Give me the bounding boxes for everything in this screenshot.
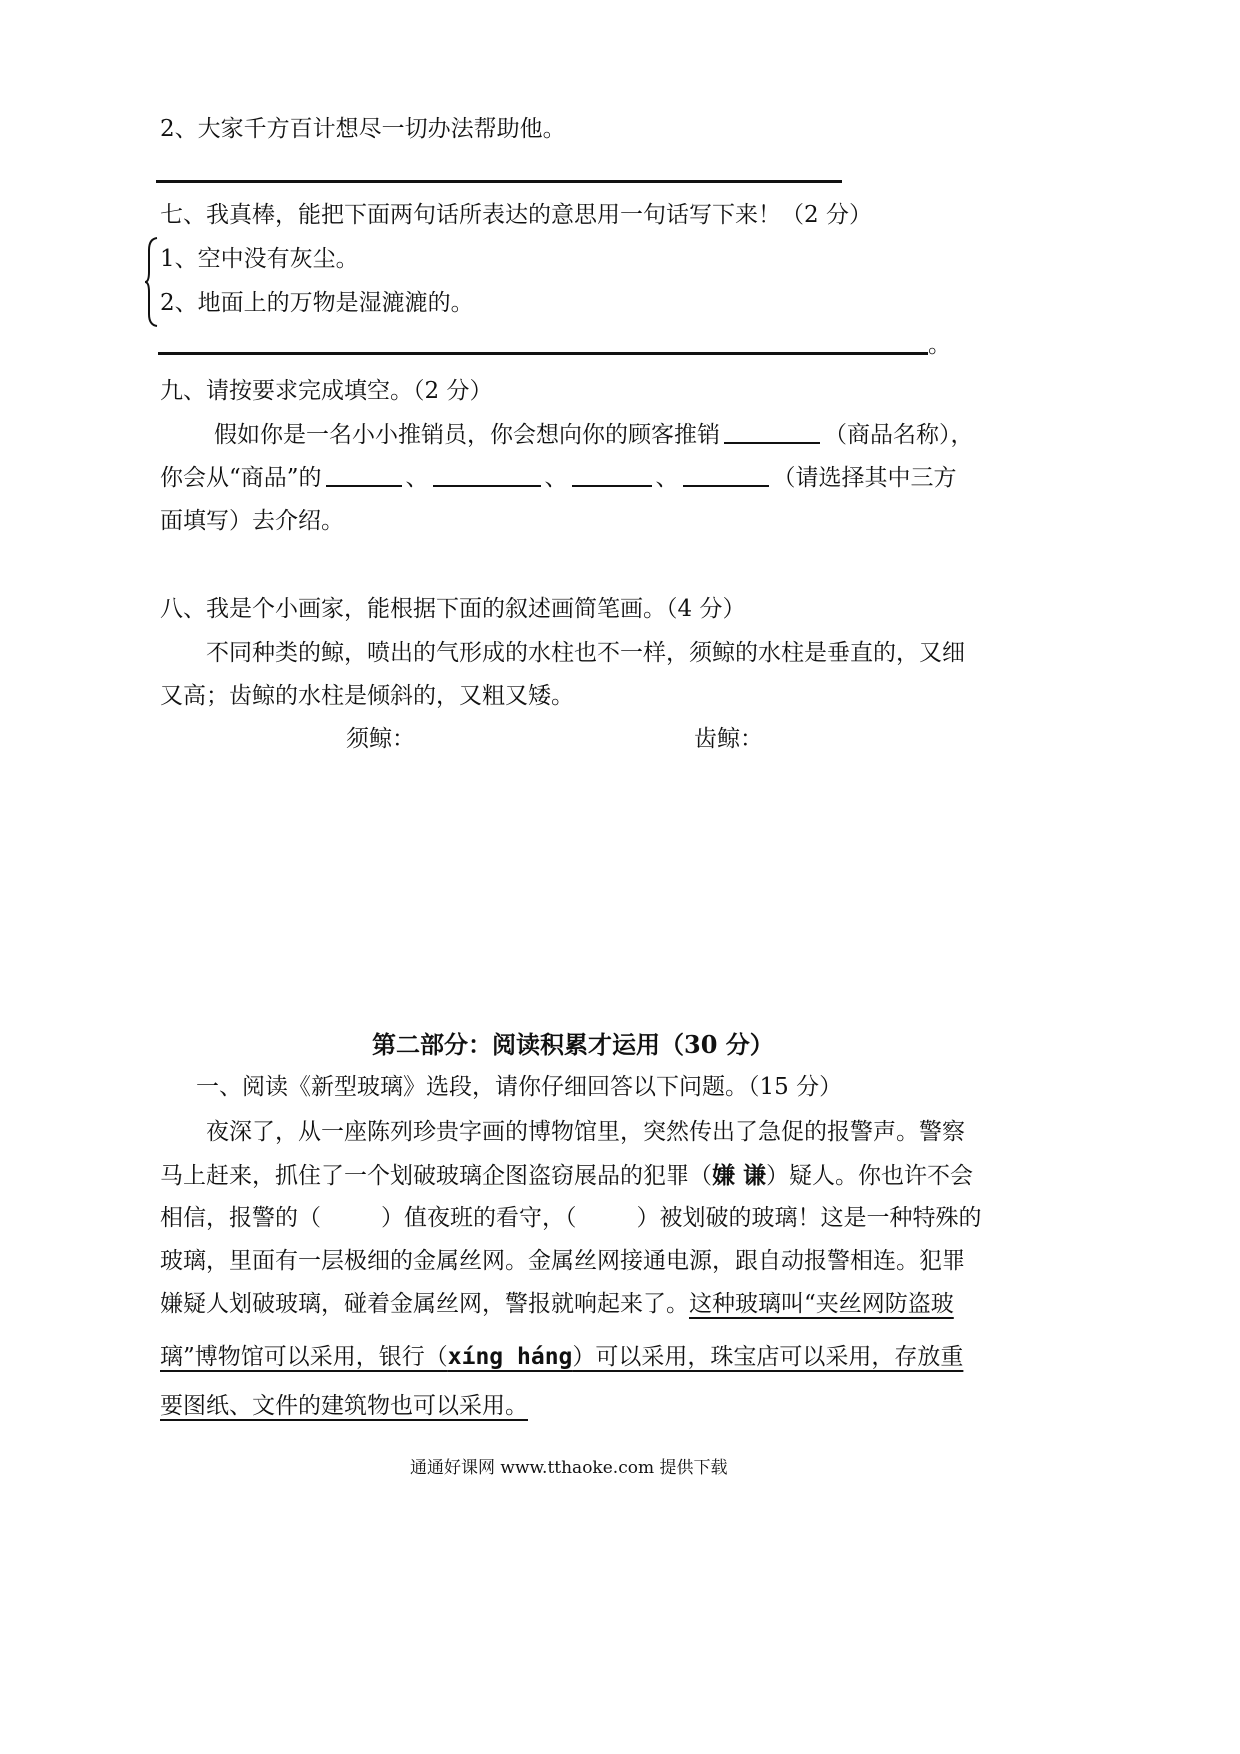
q9-sep-3: 、	[655, 465, 679, 491]
q9-line-1	[214, 424, 974, 447]
answer-line-q7[interactable]	[158, 352, 928, 355]
q8-title: 八、我是个小画家，能根据下面的叙述画简笔画。（4 分）	[160, 596, 746, 622]
drawing-area-baleen[interactable]	[346, 765, 646, 995]
label-toothed-whale: 齿鲸：	[694, 726, 763, 752]
q9-blank-aspect-2[interactable]	[433, 485, 541, 487]
q9-line-2	[160, 467, 957, 490]
passage-line-1: 夜深了，从一座陈列珍贵字画的博物馆里，突然传出了急促的报警声。警察	[206, 1119, 965, 1145]
passage-line-3-text-b: ）值夜班的看守，（	[381, 1205, 577, 1231]
answer-line-q6[interactable]	[156, 180, 842, 183]
q9-blank-product[interactable]	[724, 442, 820, 444]
passage-line-3-text-c: ）被划破的玻璃！这是一种特殊的	[636, 1205, 982, 1231]
pinyin-choice-hang[interactable]: xíng háng	[447, 1344, 573, 1370]
q7-title: 七、我真棒，能把下面两句话所表达的意思用一句话写下来！（2 分）	[160, 202, 872, 228]
q7-item-1: 1、空中没有灰尘。	[160, 246, 359, 272]
q7-item-2: 2、地面上的万物是湿漉漉的。	[160, 290, 474, 316]
q9-blank-aspect-1[interactable]	[326, 485, 402, 487]
passage-line-2-text-b: ）疑人。你也许不会	[766, 1163, 974, 1189]
q9-blank-aspect-4[interactable]	[683, 485, 769, 487]
passage-line-6	[160, 1346, 963, 1369]
passage-underlined-start: 这种玻璃叫“夹丝网防盗玻	[689, 1291, 954, 1317]
q9-sep-2: 、	[544, 465, 568, 491]
part-2-q1-title: 一、阅读《新型玻璃》选段，请你仔细回答以下问题。（15 分）	[196, 1074, 843, 1100]
label-baleen-whale: 须鲸：	[346, 726, 415, 752]
q8-paragraph-line-1: 不同种类的鲸，喷出的气形成的水柱也不一样，须鲸的水柱是垂直的，又细	[206, 640, 965, 666]
q9-line-3: 面填写）去介绍。	[160, 508, 344, 534]
q9-line-1-text-b: （商品名称），	[824, 422, 974, 448]
passage-line-3	[160, 1207, 982, 1230]
passage-line-7: 要图纸、文件的建筑物也可以采用。	[160, 1393, 528, 1419]
passage-line-2-text-a: 马上赶来，抓住了一个划破玻璃企图盗窃展品的犯罪（	[160, 1163, 712, 1189]
q9-line-2-text-a: 你会从“商品”的	[160, 465, 322, 491]
word-choice-xian[interactable]: 嫌 谦	[712, 1162, 767, 1189]
passage-line-6-text-b: ）可以采用，珠宝店可以采用，存放重	[572, 1344, 964, 1370]
q8-paragraph-line-2: 又高；齿鲸的水柱是倾斜的，又粗又矮。	[160, 683, 574, 709]
q9-sep-1: 、	[405, 465, 429, 491]
passage-line-2	[160, 1164, 973, 1188]
page-footer: 通通好课网 www.tthaoke.com 提供下载	[410, 1458, 728, 1478]
part-2-heading: 第二部分：阅读积累才运用（30 分）	[372, 1030, 774, 1059]
q9-blank-aspect-3[interactable]	[572, 485, 652, 487]
passage-line-3-text-a: 相信，报警的（	[160, 1205, 321, 1231]
q9-line-2-text-b: （请选择其中三方	[772, 465, 957, 491]
brace-icon	[144, 236, 160, 328]
q9-title: 九、请按要求完成填空。（2 分）	[160, 378, 493, 404]
drawing-area-toothed[interactable]	[694, 765, 994, 995]
q6-item-2: 2、大家千方百计想尽一切办法帮助他。	[160, 116, 566, 142]
passage-line-5	[160, 1293, 954, 1316]
passage-line-5-text-a: 嫌疑人划破玻璃，碰着金属丝网，警报就响起来了。	[160, 1291, 689, 1317]
q7-end-mark: 。	[928, 332, 951, 358]
passage-line-6-text-a: 璃”博物馆可以采用，银行（	[160, 1344, 448, 1370]
q9-line-1-text-a: 假如你是一名小小推销员，你会想向你的顾客推销	[214, 422, 720, 448]
passage-line-4: 玻璃，里面有一层极细的金属丝网。金属丝网接通电源，跟自动报警相连。犯罪	[160, 1248, 965, 1274]
